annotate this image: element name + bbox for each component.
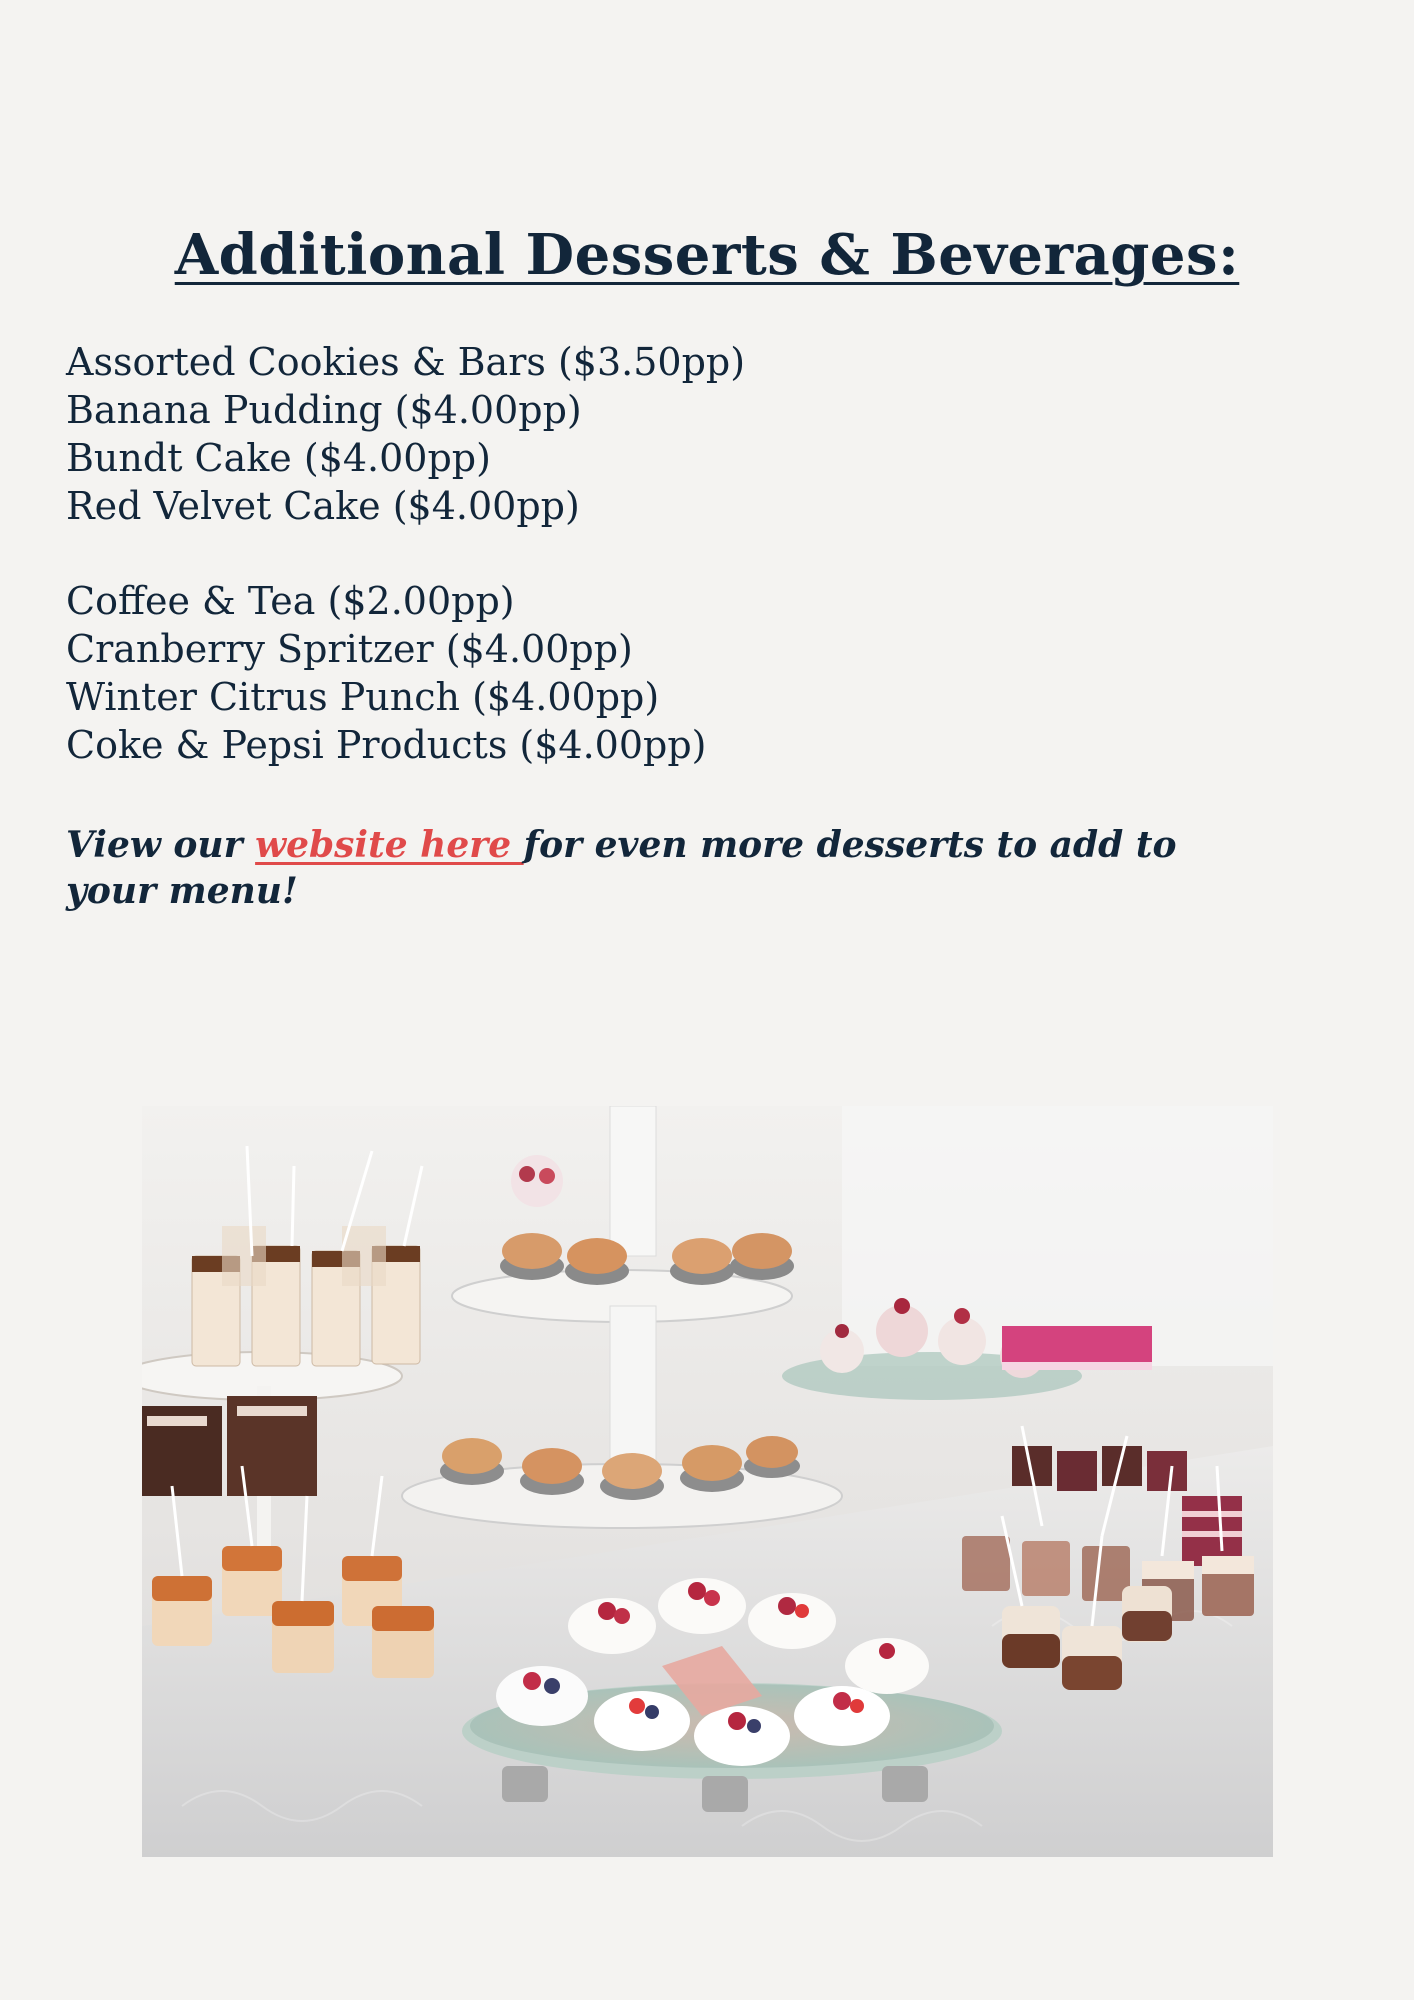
beverages-list <box>66 577 707 769</box>
list-item: Banana Pudding ($4.00pp) <box>66 388 582 432</box>
dessert-table-photo <box>142 1106 1273 1857</box>
callout-suffix: for even more desserts to add to your menu! <box>66 824 1177 912</box>
desserts-list <box>66 338 745 530</box>
list-item: Bundt Cake ($4.00pp) <box>66 436 491 480</box>
list-item: Assorted Cookies & Bars ($3.50pp) <box>66 340 746 384</box>
list-item: Winter Citrus Punch ($4.00pp) <box>66 675 660 719</box>
list-item: Coffee & Tea ($2.00pp) <box>66 579 515 623</box>
list-item: Cranberry Spritzer ($4.00pp) <box>66 627 633 671</box>
callout-prefix: View our <box>66 824 256 866</box>
website-callout <box>66 822 1226 914</box>
page-title: Additional Desserts & Beverages: <box>174 222 1240 288</box>
list-item: Red Velvet Cake ($4.00pp) <box>66 484 580 528</box>
website-link[interactable]: website here <box>255 824 524 866</box>
list-item: Coke & Pepsi Products ($4.00pp) <box>66 723 707 767</box>
